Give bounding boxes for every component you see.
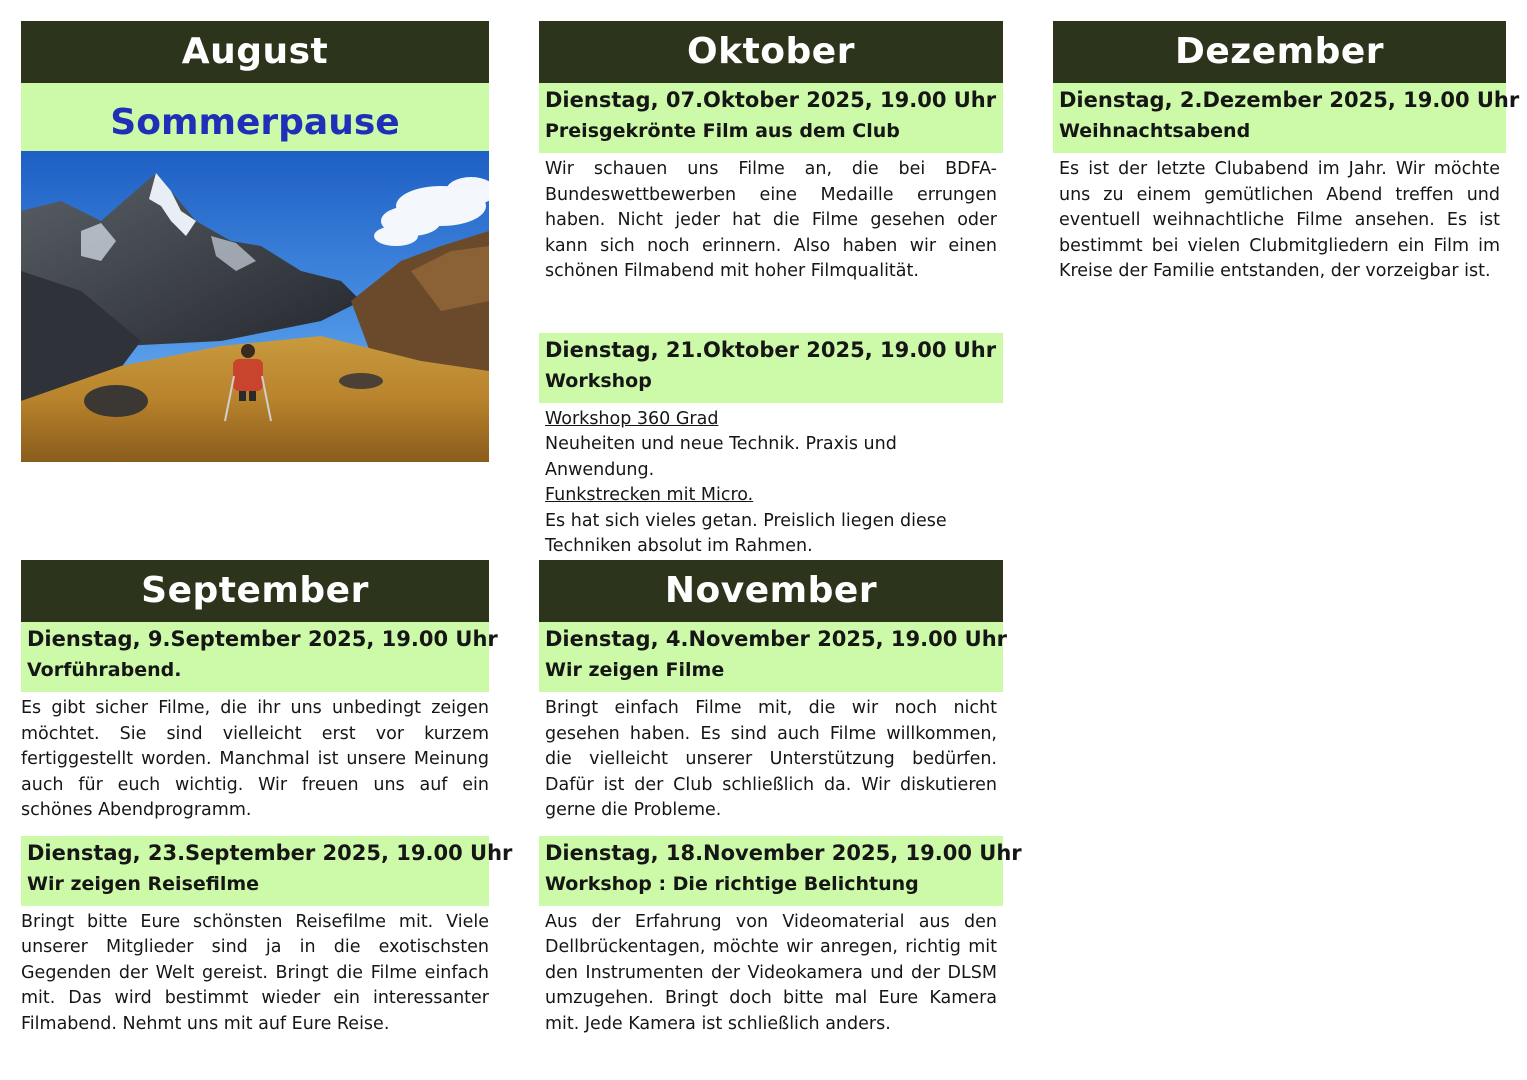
august-section: [21, 21, 489, 462]
event-description-text: Es ist der letzte Clubabend im Jahr. Wir möchte uns zu einem gemütlichen Abend treffen und eventuell weihnachtliche Filme ansehen. Es ist bestimmt bei vielen Clubmitgliedern ein Film im Kreise der Familie entstanden, der vorzeigbar ist.: [1059, 159, 1500, 281]
event-description: [539, 692, 1003, 824]
summer-break-banner: Sommerpause: [21, 83, 489, 151]
event-description: [539, 403, 1003, 560]
workshop-topic-funkstrecken: Funkstrecken mit Micro.: [545, 485, 754, 505]
event-title: Wir zeigen Reisefilme: [27, 872, 260, 895]
event-description: [539, 906, 1003, 1038]
event-title: Workshop: [545, 369, 652, 392]
event-header: [539, 622, 1008, 692]
event-date: Dienstag, 18.November 2025, 19.00 Uhr: [545, 840, 1022, 865]
event-date: Dienstag, 9.September 2025, 19.00 Uhr: [27, 627, 498, 651]
event-header: [1053, 83, 1520, 153]
event-title: Preisgekrönte Film aus dem Club: [545, 120, 900, 142]
event-date: Dienstag, 23.September 2025, 19.00 Uhr: [27, 840, 513, 865]
event-description: [21, 692, 489, 824]
event-header: [539, 836, 1022, 906]
month-heading-oktober: Oktober: [539, 21, 1003, 83]
oktober-section: [539, 21, 1003, 560]
event-date: Dienstag, 07.Oktober 2025, 19.00 Uhr: [545, 88, 997, 112]
mountain-hiker-photo: [21, 151, 489, 462]
event-title: Wir zeigen Filme: [545, 659, 725, 681]
november-section: [539, 560, 1022, 1037]
month-heading-august: August: [21, 21, 489, 83]
event-description: [1053, 153, 1506, 285]
event-title: Workshop : Die richtige Belichtung: [545, 872, 919, 895]
event-description-text: Wir schauen uns Filme an, die bei BDFA-Bundeswettbewerben eine Medaille errungen haben. Nicht jeder hat die Filme gesehen oder kann sich noch erinnern. Also haben wir einen schönen Filmabend mit hoher Filmqualität.: [545, 159, 997, 281]
event-description-text: Es gibt sicher Filme, die ihr uns unbedingt zeigen möchtet. Sie sind vielleicht erst vor kurzem fertiggestellt worden. Manchmal ist unsere Meinung auch für euch wichtig. Wir freuen uns auf ein schönes Abendprogramm.: [21, 698, 489, 820]
month-heading-september: September: [21, 560, 489, 622]
event-description: [539, 153, 1003, 285]
event-header: [21, 836, 513, 906]
event-header: [21, 622, 498, 692]
event-header: [539, 83, 1003, 153]
event-date: Dienstag, 2.Dezember 2025, 19.00 Uhr: [1059, 88, 1520, 112]
workshop-topic-text: Neuheiten und neue Technik. Praxis und Anwendung.: [545, 434, 897, 480]
event-date: Dienstag, 21.Oktober 2025, 19.00 Uhr: [545, 337, 997, 362]
event-description: [21, 906, 489, 1038]
month-heading-november: November: [539, 560, 1003, 622]
event-description-text: Bringt bitte Eure schönsten Reisefilme mit. Viele unserer Mitglieder sind ja in die exotischsten Gegenden der Welt gereist. Bringt die Filme einfach mit. Das wird bestimmt wieder ein interessanter Filmabend. Nehmt uns mit auf Eure Reise.: [21, 911, 489, 1034]
event-date: Dienstag, 4.November 2025, 19.00 Uhr: [545, 627, 1008, 651]
dezember-section: [1053, 21, 1520, 285]
event-title: Weihnachtsabend: [1059, 120, 1251, 142]
event-header: [539, 333, 1003, 403]
month-heading-dezember: Dezember: [1053, 21, 1506, 83]
event-title: Vorführabend.: [27, 659, 182, 681]
workshop-topic-360: Workshop 360 Grad: [545, 408, 719, 429]
event-description-text: Bringt einfach Filme mit, die wir noch nicht gesehen haben. Es sind auch Filme willkommen, die vielleicht unserer Unterstützung bedürfen. Dafür ist der Club schließlich da. Wir diskutieren gerne die Probleme.: [545, 698, 997, 820]
workshop-topic-text: Es hat sich vieles getan. Preislich liegen diese Techniken absolut im Rahmen.: [545, 510, 947, 556]
september-section: [21, 560, 513, 1037]
event-description-text: Aus der Erfahrung von Videomaterial aus den Dellbrückentagen, möchte wir anregen, richtig mit den Instrumenten der Videokamera und der DLSM umzugehen. Bringt doch bitte mal Eure Kamera mit. Jede Kamera ist schließlich anders.: [545, 911, 997, 1034]
